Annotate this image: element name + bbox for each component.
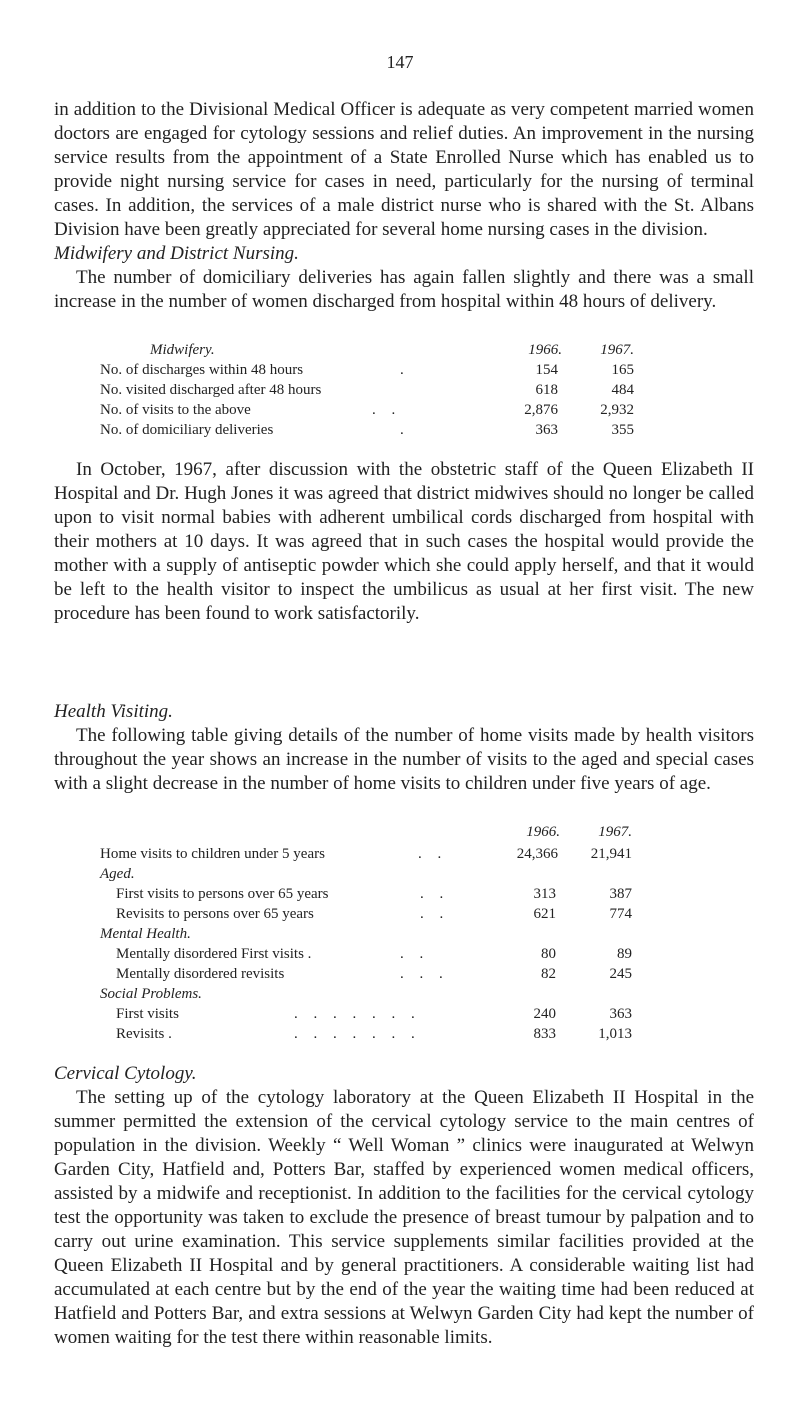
row-label: First visits	[116, 1006, 179, 1022]
value-1967: 774	[609, 906, 632, 922]
table-row	[100, 360, 640, 380]
leader-dots: . .	[418, 846, 448, 862]
leader-dots: . . . . . . .	[294, 1006, 421, 1022]
value-1967: 245	[609, 966, 632, 982]
value-1967: 2,932	[600, 402, 634, 418]
leader-dots: . .	[420, 886, 450, 902]
table-row	[100, 884, 660, 904]
leader-dots: .	[400, 422, 410, 438]
paragraph-cervical-cytology: The setting up of the cytology laboratory at the Queen Elizabeth II Hospital in the summer permitted the extension of the cervical cytology service to the main centres of population in the division. Weekly “ Well Woman ” clinics were inaugurated at Welwyn Garden City, Hatfield and, Potters Bar, staffed by experienced women medical officers, assisted by a midwife and receptionist. In addition to the facilities for the cervical cytology test the opportunity was taken to exclude the presence of breast tumour by palpation and to carry out urine examination. This service supplements similar facilities provided at the Queen Elizabeth II Hospital and by general practitioners. A considerable waiting list had accumulated at each centre but by the end of the year the waiting time had been reduced at Hatfield and Potters Bar, and extra sessions at Welwyn Garden City had kept the number of women waiting for the test there within reasonable limits.	[54, 1087, 754, 1348]
heading-cervical-cytology: Cervical Cytology.	[54, 1063, 197, 1084]
row-label: No. visited discharged after 48 hours	[100, 382, 322, 398]
value-1967: 387	[609, 886, 632, 902]
value-1967: 89	[617, 946, 632, 962]
subheading-row	[100, 924, 660, 944]
value-1966: 24,366	[516, 846, 558, 862]
row-label: Revisits .	[116, 1026, 172, 1042]
column-header-1966: 1966.	[528, 342, 562, 358]
value-1966: 154	[535, 362, 558, 378]
health-visiting-table	[100, 822, 660, 1052]
value-1967: 1,013	[598, 1026, 632, 1042]
leader-dots: . .	[372, 402, 402, 418]
leader-dots: . .	[400, 946, 430, 962]
leader-dots: . . .	[400, 966, 449, 982]
value-1967: 363	[609, 1006, 632, 1022]
subheading-aged: Aged.	[100, 866, 135, 882]
value-1967: 165	[611, 362, 634, 378]
row-label: No. of discharges within 48 hours	[100, 362, 304, 378]
table-row	[100, 1004, 660, 1024]
subheading-row	[100, 864, 660, 884]
value-1967: 355	[611, 422, 634, 438]
value-1966: 2,876	[524, 402, 558, 418]
column-header-1966: 1966.	[526, 824, 560, 840]
value-1966: 313	[533, 886, 556, 902]
leader-dots: .	[400, 362, 410, 378]
subheading-row	[100, 984, 660, 1004]
row-label: Mentally disordered First visits .	[116, 946, 312, 962]
table-row	[100, 380, 640, 400]
value-1967: 21,941	[590, 846, 632, 862]
table-row	[100, 1024, 660, 1044]
column-header-1967: 1967.	[600, 342, 634, 358]
table-row	[100, 944, 660, 964]
paragraph-health-visiting: The following table giving details of the number of home visits made by health visitors throughout the year shows an increase in the number of visits to the aged and special cases with a slight decrease in the number of home visits to children under five years of age.	[54, 725, 754, 794]
value-1967: 484	[611, 382, 634, 398]
table-row	[100, 904, 660, 924]
table-row	[100, 964, 660, 984]
row-label: No. of domiciliary deliveries	[100, 422, 274, 438]
leader-dots: . .	[420, 906, 450, 922]
value-1966: 80	[541, 946, 556, 962]
paragraph-midwifery: The number of domiciliary deliveries has again fallen slightly and there was a small increase in the number of women discharged from hospital within 48 hours of delivery.	[54, 267, 754, 312]
row-label: First visits to persons over 65 years	[116, 886, 329, 902]
page-number: 147	[386, 52, 414, 72]
paragraph-intro: in addition to the Divisional Medical Officer is adequate as very competent married women doctors are engaged for cytology sessions and relief duties. An improvement in the nursing service results from the appointment of a State Enrolled Nurse which has enabled us to provide night nursing service for cases in need, particularly for the nursing of terminal cases. In addition, the services of a male district nurse who is shared with the St. Albans Division have been greatly appreciated for several home nursing cases in the division.	[54, 99, 754, 240]
value-1966: 363	[535, 422, 558, 438]
table-row	[100, 400, 640, 420]
table-row	[100, 844, 660, 864]
subheading-mental-health: Mental Health.	[100, 926, 191, 942]
table-row	[100, 420, 640, 440]
leader-dots: . . . . . . .	[294, 1026, 421, 1042]
table-header-row	[100, 340, 640, 360]
subheading-social-problems: Social Problems.	[100, 986, 202, 1002]
table-title: Midwifery.	[150, 342, 215, 358]
row-label: No. of visits to the above	[100, 402, 251, 418]
column-header-1967: 1967.	[598, 824, 632, 840]
paragraph-october-1967: In October, 1967, after discussion with the obstetric staff of the Queen Elizabeth II Hospital and Dr. Hugh Jones it was agreed that district midwives should no longer be called upon to visit normal babies with adherent umbilical cords discharged from hospital with their mothers at 10 days. It was agreed that in such cases the hospital would provide the mother with a supply of antiseptic powder which she could apply herself, and that it would be left to the health visitor to inspect the umbilicus as usual at her first visit. The new procedure has been found to work satisfactorily.	[54, 459, 754, 624]
table-header-row	[100, 822, 660, 842]
row-label: Home visits to children under 5 years	[100, 846, 325, 862]
value-1966: 618	[535, 382, 558, 398]
heading-midwifery: Midwifery and District Nursing.	[54, 243, 299, 264]
heading-health-visiting: Health Visiting.	[54, 701, 173, 722]
value-1966: 240	[533, 1006, 556, 1022]
value-1966: 833	[533, 1026, 556, 1042]
midwifery-table	[100, 340, 640, 440]
row-label: Mentally disordered revisits	[116, 966, 285, 982]
row-label: Revisits to persons over 65 years	[116, 906, 314, 922]
value-1966: 82	[541, 966, 556, 982]
value-1966: 621	[533, 906, 556, 922]
